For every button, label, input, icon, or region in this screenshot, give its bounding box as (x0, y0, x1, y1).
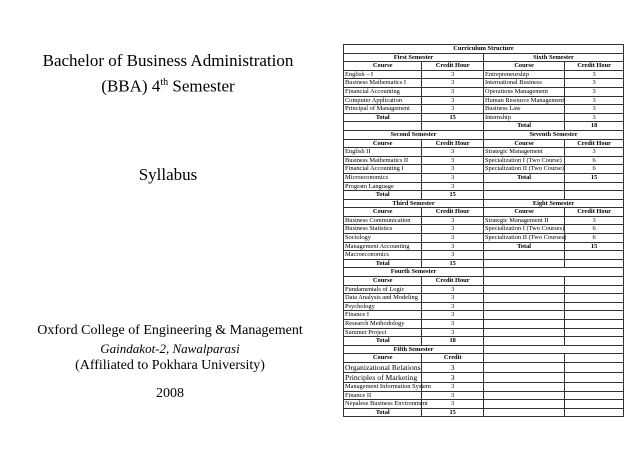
semester-name: First Semester (344, 53, 484, 62)
course-row (344, 242, 624, 251)
course-name: Business Statistics (344, 225, 422, 234)
credit-hour: 3 (422, 79, 484, 88)
course-row (344, 362, 624, 372)
credit-hour: 6 (565, 156, 624, 165)
credit-hour: 3 (422, 156, 484, 165)
course-name: Management Accounting (344, 242, 422, 251)
semester-header-row (344, 345, 624, 354)
credit-hour: 3 (565, 148, 624, 157)
col-credit: Credit Hour (422, 62, 484, 71)
course-name: Principles of Marketing (344, 372, 422, 382)
empty-cell (344, 122, 422, 131)
course-name: Research Methodology (344, 320, 422, 329)
credit-hour: 3 (422, 96, 484, 105)
empty-cell (483, 277, 564, 286)
total-value: 18 (422, 337, 484, 346)
empty-cell (483, 251, 564, 260)
empty-cell (483, 268, 623, 277)
empty-cell (483, 382, 564, 391)
empty-cell (483, 337, 564, 346)
empty-cell (565, 302, 624, 311)
semester-name: Eight Semester (483, 199, 623, 208)
course-row (344, 400, 624, 409)
program-title: Bachelor of Business Administration (42, 51, 294, 70)
empty-cell (483, 320, 564, 329)
course-name: Nepalese Business Environment (345, 400, 428, 408)
total-label: Total (344, 408, 422, 417)
empty-cell (565, 182, 624, 191)
credit-hour: 3 (565, 113, 624, 122)
semester-header-row (344, 130, 624, 139)
col-course: Course (483, 62, 564, 71)
total-value: 18 (565, 122, 624, 131)
col-course: Course (344, 354, 422, 363)
empty-cell (483, 311, 564, 320)
course-name: Principal of Management (344, 105, 422, 114)
credit-hour: 3 (422, 320, 484, 329)
empty-cell (565, 337, 624, 346)
semester-name: Fourth Semester (344, 268, 484, 277)
empty-cell (483, 328, 564, 337)
total-value: 15 (565, 242, 624, 251)
course-row (344, 311, 624, 320)
course-name: Program Language (344, 182, 422, 191)
course-name: Psychology (344, 302, 422, 311)
course-name: Organizational Relations (345, 362, 421, 372)
subtitle-suffix: Semester (168, 76, 235, 96)
course-name: Strategic Management (483, 148, 564, 157)
empty-cell (565, 362, 624, 372)
column-header-row (344, 208, 624, 217)
course-row (344, 391, 624, 400)
empty-cell (565, 372, 624, 382)
empty-cell (483, 400, 564, 409)
course-row (344, 372, 624, 382)
credit-hour: 3 (422, 362, 484, 372)
course-row (344, 113, 624, 122)
credit-hour: 3 (422, 391, 484, 400)
empty-cell (483, 182, 564, 191)
course-name: Microeconomics (344, 173, 422, 182)
course-name: Business Law (483, 105, 564, 114)
col-course: Course (483, 139, 564, 148)
credit-hour: 6 (565, 165, 624, 174)
curriculum-title: Curriculum Structure (344, 45, 624, 54)
course-name: English – I (344, 70, 422, 79)
empty-cell (483, 362, 564, 372)
course-name: Specialization II (Two Course) (484, 165, 564, 173)
empty-cell (565, 408, 624, 417)
course-row (344, 87, 624, 96)
course-row (344, 165, 624, 174)
semester-name: Second Semester (344, 130, 484, 139)
year: 2008 (156, 386, 184, 401)
semester-name: Seventh Semester (483, 130, 623, 139)
credit-hour: 3 (565, 216, 624, 225)
course-row (344, 294, 624, 303)
course-name: Internship (483, 113, 564, 122)
credit-hour: 6 (565, 225, 624, 234)
course-name: Computer Application (344, 96, 422, 105)
course-row (344, 234, 624, 243)
empty-cell (483, 285, 564, 294)
total-label: Total (344, 113, 422, 122)
empty-cell (565, 391, 624, 400)
title-row (344, 45, 624, 54)
credit-hour: 3 (565, 105, 624, 114)
course-row (344, 382, 624, 391)
semester-header-row (344, 53, 624, 62)
course-row (344, 70, 624, 79)
total-label: Total (483, 173, 564, 182)
empty-cell (483, 302, 564, 311)
credit-hour: 3 (565, 87, 624, 96)
credit-hour: 3 (422, 70, 484, 79)
credit-hour: 3 (422, 173, 484, 182)
empty-cell (483, 345, 623, 354)
credit-hour: 3 (422, 294, 484, 303)
column-header-row (344, 62, 624, 71)
course-name: Data Analysis and Modeling (344, 294, 422, 303)
course-name: Summer Project (344, 328, 422, 337)
course-row (344, 173, 624, 182)
course-row (344, 122, 624, 131)
course-row (344, 285, 624, 294)
col-credit: Credit Hour (422, 208, 484, 217)
course-name: Entrepreneurship (483, 70, 564, 79)
credit-hour: 3 (422, 216, 484, 225)
col-course: Course (344, 139, 422, 148)
course-name: Strategic Management II (483, 216, 564, 225)
column-header-row (344, 277, 624, 286)
course-row (344, 251, 624, 260)
course-name: Financial Accounting I (344, 165, 422, 174)
affiliation: (Affiliated to Pokhara University) (75, 358, 265, 373)
empty-cell (565, 259, 624, 268)
empty-cell (565, 294, 624, 303)
course-name: Specialization I (Two Course) (483, 156, 564, 165)
empty-cell (483, 294, 564, 303)
course-row (344, 259, 624, 268)
column-header-row (344, 354, 624, 363)
course-row (344, 182, 624, 191)
empty-cell (565, 382, 624, 391)
credit-hour: 3 (422, 242, 484, 251)
credit-hour: 3 (422, 148, 484, 157)
empty-cell (483, 259, 564, 268)
total-value: 15 (422, 408, 484, 417)
empty-cell (565, 191, 624, 200)
course-row (344, 302, 624, 311)
credit-hour: 3 (422, 285, 484, 294)
empty-cell (483, 191, 564, 200)
total-value: 15 (422, 113, 484, 122)
total-value: 15 (565, 173, 624, 182)
credit-hour: 3 (565, 96, 624, 105)
credit-hour: 3 (422, 225, 484, 234)
course-name: Management Information System (345, 382, 431, 390)
credit-hour: 3 (422, 165, 484, 174)
credit-hour: 3 (565, 70, 624, 79)
credit-hour: 3 (422, 234, 484, 243)
empty-cell (565, 277, 624, 286)
total-label: Total (483, 242, 564, 251)
empty-cell (483, 391, 564, 400)
empty-cell (565, 354, 624, 363)
course-name: Business Mathematics I (344, 79, 422, 88)
total-value: 15 (422, 259, 484, 268)
course-name: Specialization II (Two Courses) (484, 234, 567, 242)
course-row (344, 408, 624, 417)
credit-hour: 3 (422, 87, 484, 96)
total-label: Total (483, 122, 564, 131)
course-name: Human Resource Management (484, 96, 565, 104)
course-name: Sociology (344, 234, 422, 243)
course-name: Macroeconomics (344, 251, 422, 260)
course-row (344, 328, 624, 337)
empty-cell (565, 400, 624, 409)
course-name: Business Mathematics II (344, 156, 422, 165)
empty-cell (483, 408, 564, 417)
course-name: Operations Management (483, 87, 564, 96)
subtitle-superscript: th (160, 77, 169, 88)
credit-hour: 3 (422, 400, 484, 409)
course-name: Finance II (344, 391, 422, 400)
course-name: Specialization I (Two Courses) (484, 225, 565, 233)
semester-name: Sixth Semester (483, 53, 623, 62)
col-credit: Credit Hour (422, 139, 484, 148)
column-header-row (344, 139, 624, 148)
col-course: Course (483, 208, 564, 217)
total-label: Total (344, 337, 422, 346)
empty-cell (483, 372, 564, 382)
course-row (344, 96, 624, 105)
empty-cell (565, 251, 624, 260)
col-course: Course (344, 277, 422, 286)
empty-cell (565, 320, 624, 329)
col-credit: Credit Hour (422, 277, 484, 286)
credit-hour: 3 (422, 311, 484, 320)
course-name: Financial Accounting (344, 87, 422, 96)
col-credit: Credit Hour (565, 208, 624, 217)
course-row (344, 105, 624, 114)
empty-cell (483, 354, 564, 363)
credit-hour: 3 (422, 372, 484, 382)
credit-hour: 3 (422, 182, 484, 191)
subtitle-text: (BBA) 4 (101, 76, 161, 96)
semester-name: Fifth Semester (344, 345, 484, 354)
course-row (344, 79, 624, 88)
course-row (344, 156, 624, 165)
semester-header-row (344, 199, 624, 208)
empty-cell (565, 311, 624, 320)
credit-hour: 3 (422, 105, 484, 114)
col-credit: Credit (422, 354, 484, 363)
credit-hour: 6 (565, 234, 624, 243)
semester-header-row (344, 268, 624, 277)
col-credit: Credit Hour (565, 62, 624, 71)
total-label: Total (344, 191, 422, 200)
college-name: Oxford College of Engineering & Management (37, 323, 303, 338)
credit-hour: 3 (422, 302, 484, 311)
course-row (344, 320, 624, 329)
curriculum-table (343, 44, 624, 417)
total-label: Total (344, 259, 422, 268)
course-row (344, 225, 624, 234)
course-row (344, 148, 624, 157)
course-row (344, 337, 624, 346)
course-row (344, 216, 624, 225)
course-name: Fundamentals of Logic (344, 285, 422, 294)
course-name: English II (344, 148, 422, 157)
empty-cell (565, 285, 624, 294)
course-name: International Business (483, 79, 564, 88)
empty-cell (422, 122, 484, 131)
course-name: Business Communication (344, 216, 422, 225)
col-course: Course (344, 62, 422, 71)
credit-hour: 3 (422, 382, 484, 391)
col-credit: Credit Hour (565, 139, 624, 148)
credit-hour: 3 (422, 251, 484, 260)
empty-cell (565, 328, 624, 337)
syllabus-heading: Syllabus (138, 165, 198, 184)
college-address: Gaindakot-2, Nawalparasi (100, 341, 240, 356)
col-course: Course (344, 208, 422, 217)
credit-hour: 3 (565, 79, 624, 88)
credit-hour: 3 (422, 328, 484, 337)
course-name: Finance I (344, 311, 422, 320)
semester-name: Third Semester (344, 199, 484, 208)
total-value: 15 (422, 191, 484, 200)
course-row (344, 191, 624, 200)
program-subtitle (18, 72, 318, 98)
